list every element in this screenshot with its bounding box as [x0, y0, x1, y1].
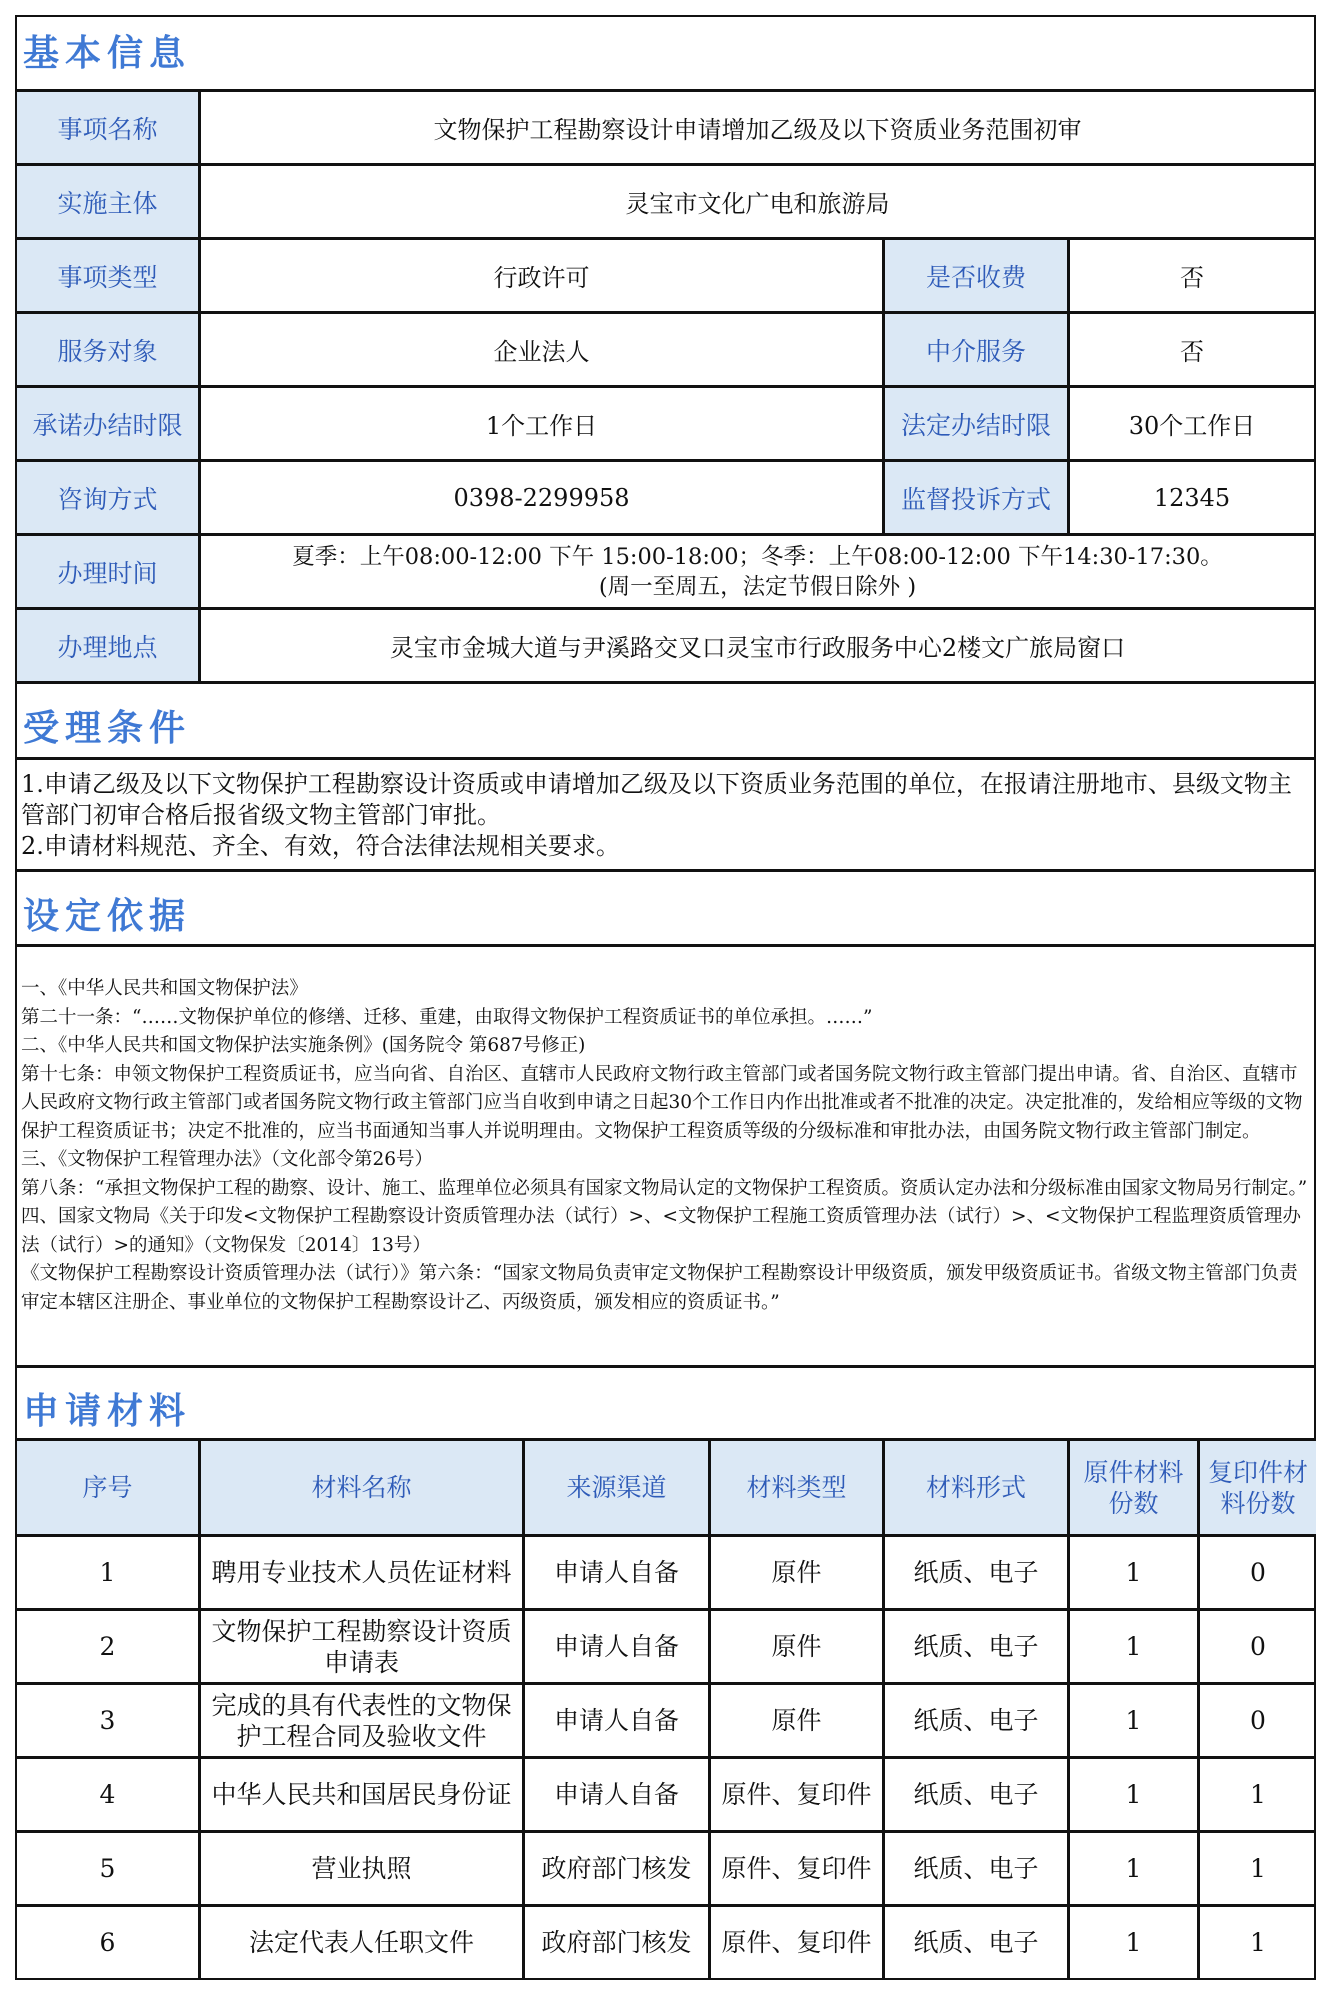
cell-copy-count: 0 — [1250, 1632, 1266, 1661]
value-item-type: 行政许可 — [493, 264, 590, 292]
cell-material-form: 纸质、电子 — [913, 1854, 1039, 1883]
header-copy-count: 复印件材料份数 — [1200, 1441, 1316, 1534]
basis-line: 《文物保护工程勘察设计资质管理办法（试行）》第六条：“国家文物局负责审定文物保护工程勘察设计甲级资质，颁发甲级资质证书。省级文物主管部门负责审定本辖区注册企、事业单位的文物保护工程勘察设计乙、丙级资质，颁发相应的资质证书。” — [21, 1263, 1298, 1313]
cell-copy-count: 1 — [1250, 1780, 1266, 1809]
header-seq: 序号 — [17, 1441, 198, 1534]
value-complaint: 12345 — [1153, 483, 1231, 512]
basis-line: 第二十一条：“……文物保护单位的修缮、迁移、重建，由取得文物保护工程资质证书的单位承担。……” — [21, 1006, 873, 1028]
cell-source: 申请人自备 — [553, 1780, 679, 1809]
cell-copy-count: 0 — [1250, 1558, 1266, 1587]
cell-material-type: 原件 — [771, 1558, 822, 1587]
header-original-count: 原件材料份数 — [1070, 1441, 1197, 1534]
basis-line: 第十七条：申领文物保护工程资质证书，应当向省、自治区、直辖市人民政府文物行政主管部门或者国务院文物行政主管部门提出申请。省、自治区、直辖市人民政府文物行政主管部门或者国务院文物行政主管部门应当自收到申请之日起30个工作日内作出批准或者不批准的决定。决定批准的，发给相应等级的文物保护工程资质证书；决定不批准的，应当书面通知当事人并说明理由。文物保护工程资质等级的分级标准和审批办法，由国务院文物行政主管部门制定。 — [21, 1063, 1303, 1142]
cell-copy-count: 1 — [1250, 1928, 1266, 1957]
cell-material-form: 纸质、电子 — [913, 1928, 1039, 1957]
value-agency: 否 — [1180, 338, 1204, 366]
cell-copy-count: 1 — [1250, 1854, 1266, 1883]
conditions-text — [21, 769, 1311, 862]
cell-original-count: 1 — [1125, 1558, 1142, 1587]
value-legal-time: 30个工作日 — [1128, 412, 1256, 440]
label-complaint: 监督投诉方式 — [885, 462, 1067, 533]
cell-seq: 1 — [99, 1558, 116, 1587]
value-service-object: 企业法人 — [493, 338, 590, 366]
cell-seq: 2 — [99, 1632, 116, 1661]
basis-line: 二、《中华人民共和国文物保护法实施条例》(国务院令 第687号修正) — [21, 1035, 586, 1056]
header-source: 来源渠道 — [525, 1441, 708, 1534]
cell-material-type: 原件、复印件 — [721, 1928, 872, 1957]
cell-material-name: 文物保护工程勘察设计资质申请表 — [211, 1616, 512, 1677]
label-location: 办理地点 — [17, 610, 198, 681]
header-material-name: 材料名称 — [201, 1441, 522, 1534]
cell-source: 申请人自备 — [553, 1706, 679, 1735]
cell-seq: 3 — [99, 1706, 116, 1735]
label-item-name: 事项名称 — [17, 92, 198, 163]
label-legal-time: 法定办结时限 — [885, 388, 1067, 459]
cell-material-name: 聘用专业技术人员佐证材料 — [211, 1558, 512, 1587]
cell-original-count: 1 — [1125, 1928, 1142, 1957]
cell-material-type: 原件、复印件 — [721, 1780, 872, 1809]
value-consult: 0398-2299958 — [453, 483, 630, 512]
cell-original-count: 1 — [1125, 1706, 1142, 1735]
value-location: 灵宝市金城大道与尹溪路交叉口灵宝市行政服务中心2楼文广旅局窗口 — [389, 634, 1126, 662]
cell-seq: 4 — [99, 1780, 116, 1809]
cell-material-form: 纸质、电子 — [913, 1780, 1039, 1809]
cell-original-count: 1 — [1125, 1632, 1142, 1661]
cell-material-form: 纸质、电子 — [913, 1632, 1039, 1661]
section-title-materials: 申请材料 — [23, 1391, 192, 1432]
cell-material-type: 原件 — [771, 1706, 822, 1735]
cell-source: 申请人自备 — [553, 1558, 679, 1587]
section-title-conditions: 受理条件 — [23, 708, 192, 749]
label-hours: 办理时间 — [17, 536, 198, 607]
cell-material-name: 营业执照 — [311, 1854, 412, 1883]
condition-item: 2.申请材料规范、齐全、有效，符合法律法规相关要求。 — [21, 832, 620, 860]
cell-seq: 6 — [99, 1928, 116, 1957]
label-item-type: 事项类型 — [17, 240, 198, 311]
hours-line-1: 夏季：上午08:00-12:00 下午 15:00-18:00；冬季：上午08:00-12:00 下午14:30-17:30。 — [292, 543, 1223, 570]
label-fee: 是否收费 — [885, 240, 1067, 311]
basis-line: 第八条：“承担文物保护工程的勘察、设计、施工、监理单位必须具有国家文物局认定的文物保护工程资质。资质认定办法和分级标准由国家文物局另行制定。” — [21, 1177, 1308, 1199]
service-guide-sheet — [15, 15, 1316, 1980]
cell-material-form: 纸质、电子 — [913, 1706, 1039, 1735]
cell-original-count: 1 — [1125, 1780, 1142, 1809]
hours-line-2: (周一至周五，法定节假日除外 ) — [598, 573, 917, 600]
cell-material-name: 中华人民共和国居民身份证 — [211, 1780, 512, 1809]
cell-material-type: 原件、复印件 — [721, 1854, 872, 1883]
label-consult: 咨询方式 — [17, 462, 198, 533]
label-agency: 中介服务 — [885, 314, 1067, 385]
section-title-basis: 设定依据 — [23, 896, 192, 937]
value-fee: 否 — [1180, 264, 1204, 292]
cell-original-count: 1 — [1125, 1854, 1142, 1883]
value-item-name: 文物保护工程勘察设计申请增加乙级及以下资质业务范围初审 — [433, 116, 1082, 144]
cell-material-type: 原件 — [771, 1632, 822, 1661]
basis-line: 三、《文物保护工程管理办法》（文化部令第26号） — [21, 1149, 434, 1170]
cell-source: 申请人自备 — [553, 1632, 679, 1661]
cell-copy-count: 0 — [1250, 1706, 1266, 1735]
cell-material-form: 纸质、电子 — [913, 1558, 1039, 1587]
value-subject: 灵宝市文化广电和旅游局 — [625, 190, 890, 218]
value-promised-time: 1个工作日 — [485, 412, 598, 440]
cell-seq: 5 — [99, 1854, 116, 1883]
condition-item: 1.申请乙级及以下文物保护工程勘察设计资质或申请增加乙级及以下资质业务范围的单位，在报请注册地市、县级文物主管部门初审合格后报省级文物主管部门审批。 — [21, 770, 1292, 829]
basis-text — [21, 975, 1311, 1317]
cell-source: 政府部门核发 — [541, 1928, 692, 1957]
cell-material-name: 法定代表人任职文件 — [248, 1928, 474, 1957]
label-subject: 实施主体 — [17, 166, 198, 237]
section-title-basic-info: 基本信息 — [23, 33, 192, 74]
label-service-object: 服务对象 — [17, 314, 198, 385]
label-promised-time: 承诺办结时限 — [17, 388, 198, 459]
basis-line: 一、《中华人民共和国文物保护法》 — [21, 978, 308, 999]
cell-source: 政府部门核发 — [541, 1854, 692, 1883]
header-material-type: 材料类型 — [711, 1441, 882, 1534]
basis-line: 四、国家文物局《关于印发<文物保护工程勘察设计资质管理办法（试行）>、<文物保护工程施工资质管理办法（试行）>、<文物保护工程监理资质管理办法（试行）>的通知》（文物保发〔2014〕13号） — [21, 1206, 1302, 1256]
cell-material-name: 完成的具有代表性的文物保护工程合同及验收文件 — [211, 1690, 512, 1751]
value-hours — [201, 536, 1314, 607]
header-material-form: 材料形式 — [885, 1441, 1067, 1534]
